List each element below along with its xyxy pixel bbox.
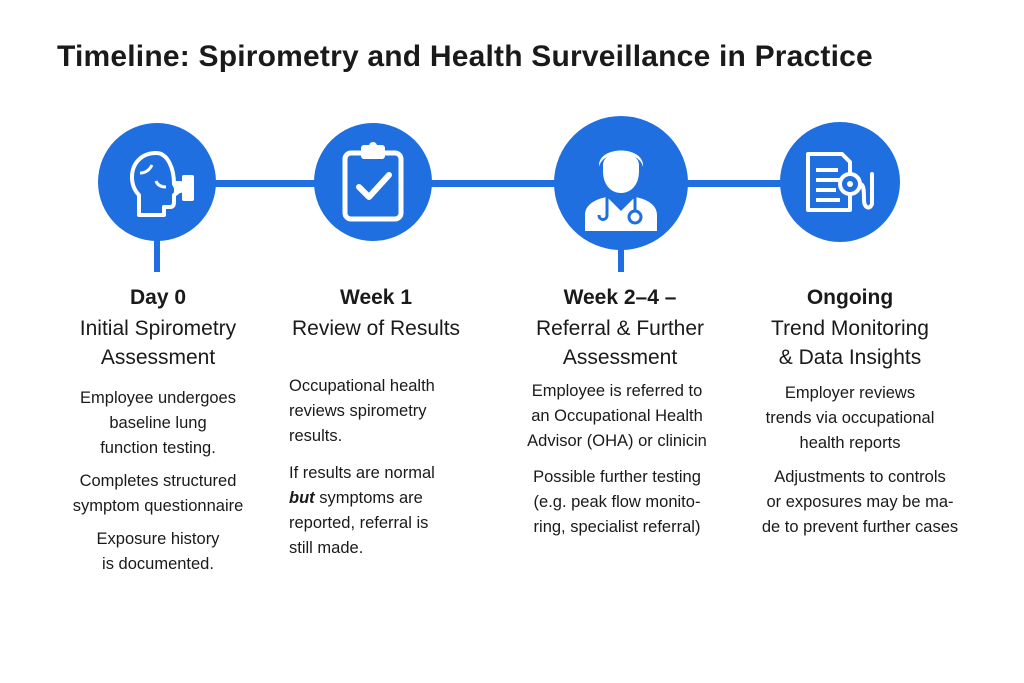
step-2-heading — [276, 285, 476, 343]
step-2-paragraph-part: If results are normal — [289, 464, 435, 482]
clipboard-check-icon — [335, 139, 411, 225]
doctor-stethoscope-icon — [571, 131, 671, 235]
timeline-connector — [420, 180, 570, 187]
spirometry-patient-icon — [112, 137, 202, 227]
step-4-paragraph: Adjustments to controls or exposures may be ma- de to prevent further cases — [761, 468, 959, 536]
step-2-paragraph-part: symptoms are reported, referral is still made. — [289, 489, 429, 557]
step-2-paragraph: Occupational health reviews spirometry results. — [289, 377, 435, 445]
step-4-heading — [730, 285, 970, 372]
step-subtitle: Review of Results — [291, 317, 461, 340]
step-time: Ongoing — [806, 286, 894, 309]
step-1-paragraph: Employee undergoes baseline lung function testing. — [80, 389, 236, 457]
step-1-heading — [48, 285, 268, 372]
step-3-paragraph: Possible further testing (e.g. peak flow monito- ring, specialist referral) — [533, 468, 701, 536]
step-subtitle: Referral & Further Assessment — [535, 317, 705, 369]
step-1-circle — [98, 123, 216, 241]
step-time: Day 0 — [129, 286, 187, 309]
timeline-stem — [154, 240, 160, 272]
step-2-paragraph — [289, 461, 479, 561]
step-2-circle — [314, 123, 432, 241]
report-stethoscope-icon — [798, 144, 882, 220]
timeline-connector — [680, 180, 790, 187]
step-4-paragraph: Employer reviews trends via occupational health reports — [765, 384, 935, 452]
step-time: Week 1 — [340, 286, 412, 309]
step-time: Week 2–4 – — [563, 286, 677, 309]
step-3-circle — [554, 116, 688, 250]
step-subtitle: Trend Monitoring & Data Insights — [771, 317, 929, 369]
step-1-paragraph: Exposure history is documented. — [96, 530, 220, 573]
emphasis-but: but — [289, 489, 315, 507]
timeline-connector — [200, 180, 325, 187]
step-subtitle: Initial Spirometry Assessment — [79, 317, 237, 369]
page-title: Timeline: Spirometry and Health Surveillance in Practice — [57, 40, 873, 73]
step-4-circle — [780, 122, 900, 242]
step-3-paragraph: Employee is referred to an Occupational Health Advisor (OHA) or clinicin — [527, 382, 707, 450]
step-3-heading — [500, 285, 740, 372]
step-1-paragraph: Completes structured symptom questionnaire — [72, 472, 244, 515]
